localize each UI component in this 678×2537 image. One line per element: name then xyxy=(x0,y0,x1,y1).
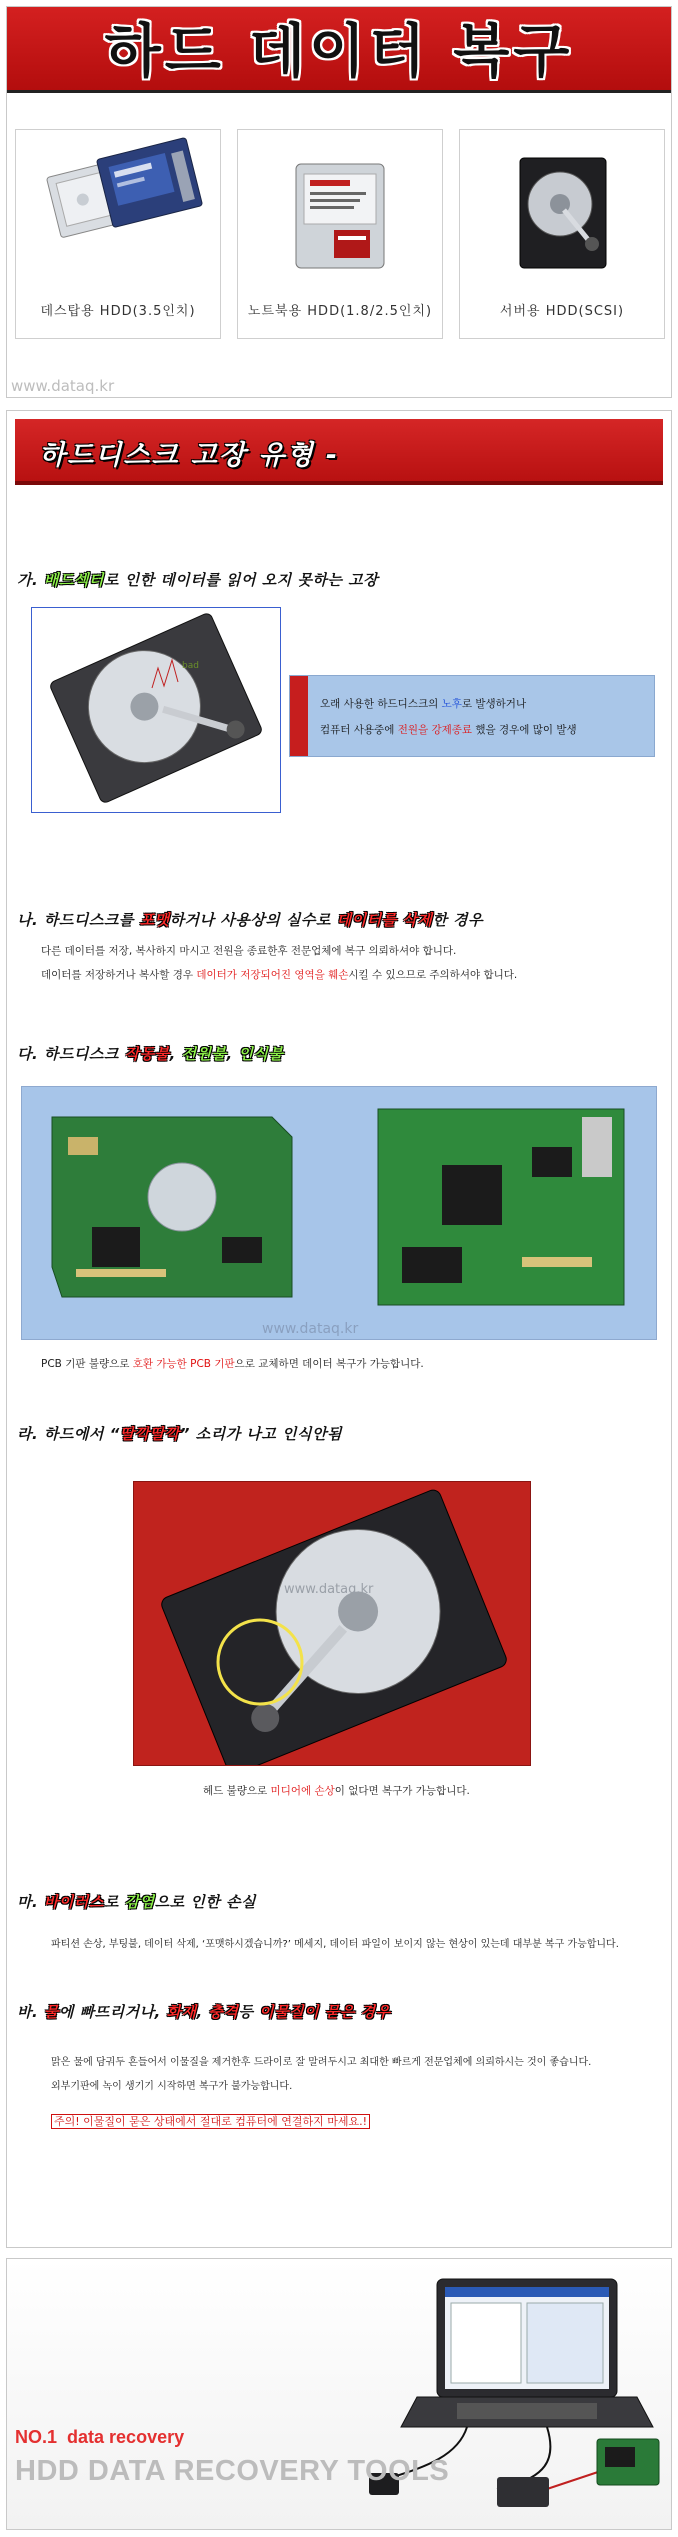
banner-title: 하드 데이터 복구 xyxy=(104,17,574,85)
top-banner xyxy=(7,7,671,93)
server-hdd-icon xyxy=(460,130,664,290)
heading-ra xyxy=(17,1423,342,1444)
caption-text: PCB 기판 불량으로 xyxy=(41,1358,133,1370)
heading-text: 에 빠뜨리거나, xyxy=(58,2003,167,2021)
heading-highlight: 포맷 xyxy=(139,911,170,929)
virus-note: 파티션 손상, 부팅불, 데이터 삭제, ‘포맷하시겠습니까?’ 메세지, 데이터 파일이 보이지 않는 현상이 있는데 대부분 복구 가능합니다. xyxy=(51,1939,619,1950)
caption-text: 으로 교체하면 데이터 복구가 가능합니다. xyxy=(234,1358,424,1370)
note-highlight: 데이터가 저장되어진 영역을 훼손 xyxy=(196,969,349,981)
heading-highlight: 인식불 xyxy=(238,1045,284,1063)
caption-highlight: 미디어에 손상 xyxy=(270,1785,335,1797)
tools-title: HDD DATA RECOVERY TOOLS xyxy=(15,2455,450,2487)
heading-text: , xyxy=(196,2003,209,2021)
info-text: 컴퓨터 사용중에 xyxy=(320,724,398,736)
heading-text: 로 인한 데이터를 읽어 오지 못하는 고장 xyxy=(103,571,379,589)
failure-banner-title: 하드디스크 고장 유형 - xyxy=(39,440,340,471)
heading-ba xyxy=(17,2001,391,2022)
heading-da xyxy=(17,1043,283,1064)
info-text: 했을 경우에 많이 발생 xyxy=(472,724,577,736)
svg-text:bad: bad xyxy=(182,661,199,671)
info-text: 로 발생하거나 xyxy=(461,698,527,710)
pcb-board-icon xyxy=(22,1087,656,1339)
caption-text: 헤드 불량으로 xyxy=(203,1785,271,1797)
info-text: 오래 사용한 하드디스크의 xyxy=(320,698,442,710)
bad-sector-image xyxy=(31,607,281,813)
head-fault-image xyxy=(133,1481,531,1766)
caption-highlight: 호환 가능한 PCB 기판 xyxy=(132,1358,235,1370)
heading-text: 마. xyxy=(17,1893,44,1911)
heading-highlight: 충격 xyxy=(208,2003,239,2021)
heading-text: , xyxy=(226,1045,239,1063)
heading-text: ” 소리가 나고 인식안됨 xyxy=(179,1425,342,1443)
heading-highlight: 물 xyxy=(43,2003,59,2021)
hdd-type-card-laptop xyxy=(237,129,443,339)
opened-hdd-icon xyxy=(32,608,280,812)
laptop-hdd-icon xyxy=(238,130,442,290)
hdd-types-section xyxy=(6,6,672,398)
info-marker xyxy=(290,676,308,756)
heading-text: 라. 하드에서 “ xyxy=(17,1425,120,1443)
heading-ma xyxy=(17,1891,256,1912)
water-warning xyxy=(51,2113,370,2129)
heading-highlight: 감염 xyxy=(124,1893,155,1911)
info-line-1 xyxy=(320,696,526,711)
heading-text: 가. xyxy=(17,571,44,589)
format-note-2 xyxy=(41,967,517,982)
heading-highlight: 이물질이 묻은 경우 xyxy=(259,2003,391,2021)
water-note-1: 맑은 물에 담궈두 흔들어서 이물질을 제거한후 드라이로 잘 말려두시고 최대한 빠르게 전문업체에 의뢰하시는 것이 좋습니다. xyxy=(51,2057,592,2068)
water-note-2: 외부기판에 녹이 생기기 시작하면 복구가 불가능합니다. xyxy=(51,2081,293,2092)
hdd-type-label: 서버용 HDD(SCSI) xyxy=(499,304,625,319)
hdd-type-card-desktop xyxy=(15,129,221,339)
hdd-type-label: 노트북용 HDD(1.8/2.5인치) xyxy=(247,304,433,319)
heading-ga xyxy=(17,569,378,590)
hdd-head-icon xyxy=(134,1482,530,1765)
heading-text: 하거나 사용상의 실수로 xyxy=(169,911,337,929)
heading-text: 다. 하드디스크 xyxy=(17,1045,125,1063)
heading-highlight: 배드섹터 xyxy=(43,571,104,589)
note-text: 데이터를 저장하거나 복사할 경우 xyxy=(41,969,197,981)
bad-sector-info xyxy=(289,675,655,757)
heading-highlight: 딸깍딸깍 xyxy=(119,1425,180,1443)
desktop-hdd-icon xyxy=(16,130,220,290)
heading-highlight: 화재 xyxy=(166,2003,197,2021)
heading-text: 나. 하드디스크를 xyxy=(17,911,140,929)
caption-text: 이 없다면 복구가 가능합니다. xyxy=(334,1785,470,1797)
no1-subtext: data recovery xyxy=(67,2427,185,2447)
heading-na xyxy=(17,909,483,930)
no1-text: NO.1 xyxy=(15,2427,58,2447)
watermark: www.dataq.kr xyxy=(11,377,115,395)
heading-text: 로 xyxy=(103,1893,125,1911)
heading-text: , xyxy=(169,1045,182,1063)
recovery-tools-ad xyxy=(6,2258,672,2530)
warning-text: 주의! 이물질이 묻은 상태에서 절대로 컴퓨터에 연결하지 마세요.! xyxy=(51,2114,370,2129)
info-line-2 xyxy=(320,722,577,737)
format-note-1: 다른 데이터를 저장, 복사하지 마시고 전원을 종료한후 전문업체에 복구 의뢰하셔야 합니다. xyxy=(41,945,457,957)
failure-banner xyxy=(15,419,663,485)
heading-highlight: 데이터를 삭제 xyxy=(336,911,433,929)
heading-highlight: 작동불 xyxy=(124,1045,170,1063)
heading-highlight: 전원불 xyxy=(181,1045,227,1063)
head-watermark: www.dataq.kr xyxy=(284,1582,374,1597)
note-text: 시킬 수 있으므로 주의하셔야 합니다. xyxy=(348,969,518,981)
failure-types-section xyxy=(6,410,672,2248)
heading-text: 한 경우 xyxy=(432,911,484,929)
heading-highlight: 바이러스 xyxy=(43,1893,104,1911)
heading-text: 바. xyxy=(17,2003,44,2021)
hdd-type-card-server xyxy=(459,129,665,339)
info-highlight: 전원을 강제종료 xyxy=(397,724,473,736)
pcb-image-panel xyxy=(21,1086,657,1340)
head-caption xyxy=(203,1783,470,1798)
pcb-caption xyxy=(41,1356,424,1371)
pcb-watermark: www.dataq.kr xyxy=(262,1321,359,1337)
info-highlight: 노후 xyxy=(441,698,462,710)
no1-tagline xyxy=(15,2427,184,2448)
heading-text: 등 xyxy=(238,2003,260,2021)
hdd-type-label: 데스탑용 HDD(3.5인치) xyxy=(40,304,196,319)
heading-text: 으로 인한 손실 xyxy=(154,1893,256,1911)
